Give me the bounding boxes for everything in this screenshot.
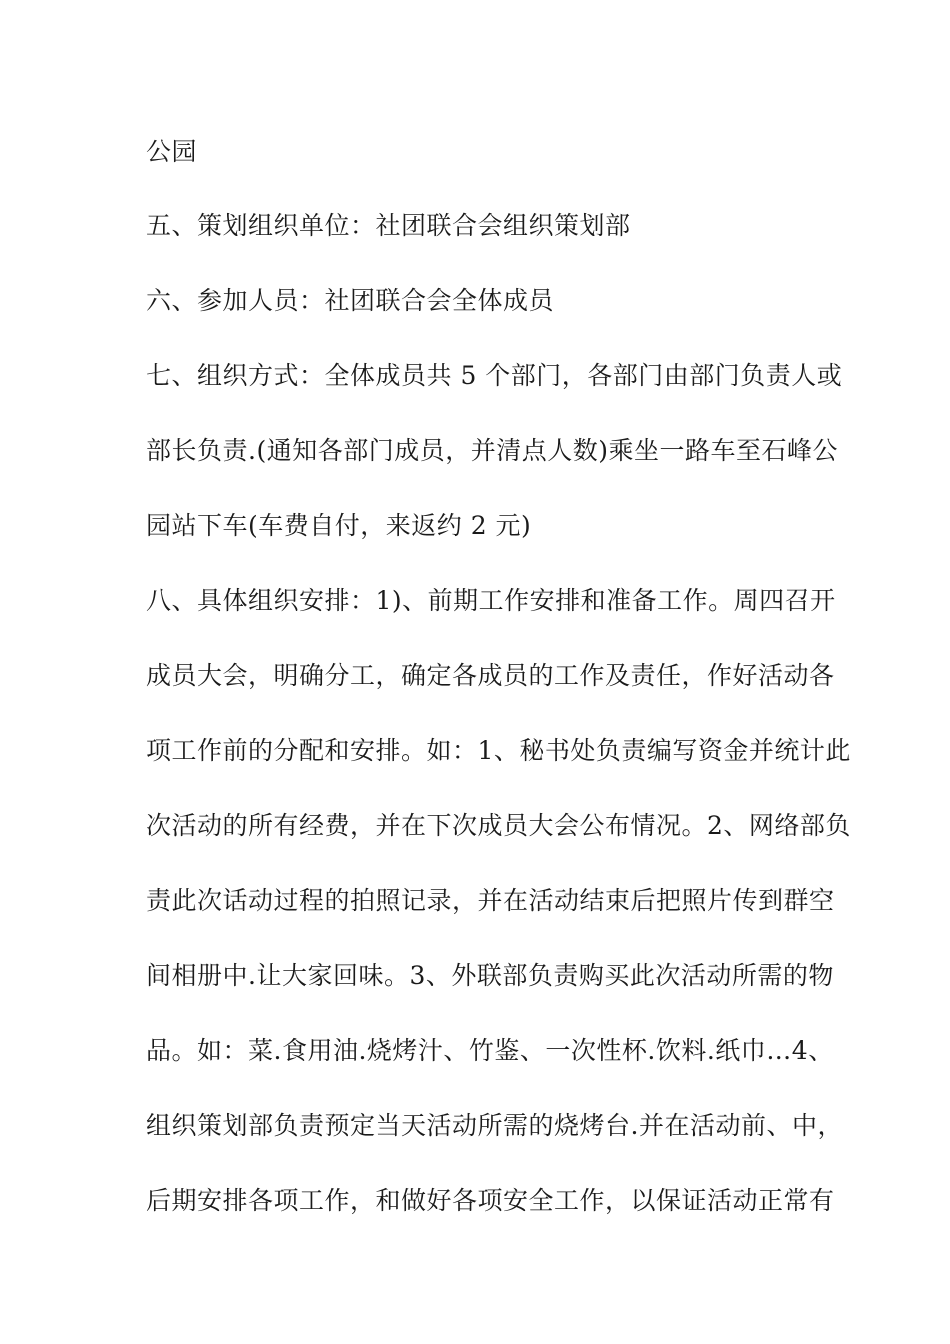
text-line: 间相册中.让大家回味。3、外联部负责购买此次活动所需的物 [146, 961, 834, 990]
text-line: 责此次话动过程的拍照记录，并在活动结束后把照片传到群空 [146, 886, 835, 915]
text-line: 园站下车(车费自付，来返约 2 元) [146, 511, 532, 540]
text-line: 七、组织方式：全体成员共 5 个部门，各部门由部门负责人或 [146, 361, 843, 390]
text-line: 品。如：菜.食用油.烧烤汁、竹鉴、一次性杯.饮料.纸巾…4、 [146, 1036, 834, 1065]
text-line: 六、参加人员：社团联合会全体成员 [146, 286, 555, 315]
text-line: 组织策划部负责预定当天活动所需的烧烤台.并在活动前、中， [146, 1111, 843, 1140]
text-line: 部长负责.(通知各部门成员，并清点人数)乘坐一路车至石峰公 [146, 436, 838, 465]
text-line: 项工作前的分配和安排。如：1、秘书处负责编写资金并统计此 [146, 736, 851, 765]
text-line: 后期安排各项工作，和做好各项安全工作，以保证活动正常有 [146, 1186, 835, 1215]
text-line: 次活动的所有经费，并在下次成员大会公布情况。2、网络部负 [146, 811, 851, 840]
text-line: 成员大会，明确分工，确定各成员的工作及责任，作好活动各 [146, 661, 835, 690]
text-line: 五、策划组织单位：社团联合会组织策划部 [146, 211, 631, 240]
text-line: 八、具体组织安排：1)、前期工作安排和准备工作。周四召开 [146, 586, 836, 615]
text-line: 公园 [146, 137, 198, 166]
